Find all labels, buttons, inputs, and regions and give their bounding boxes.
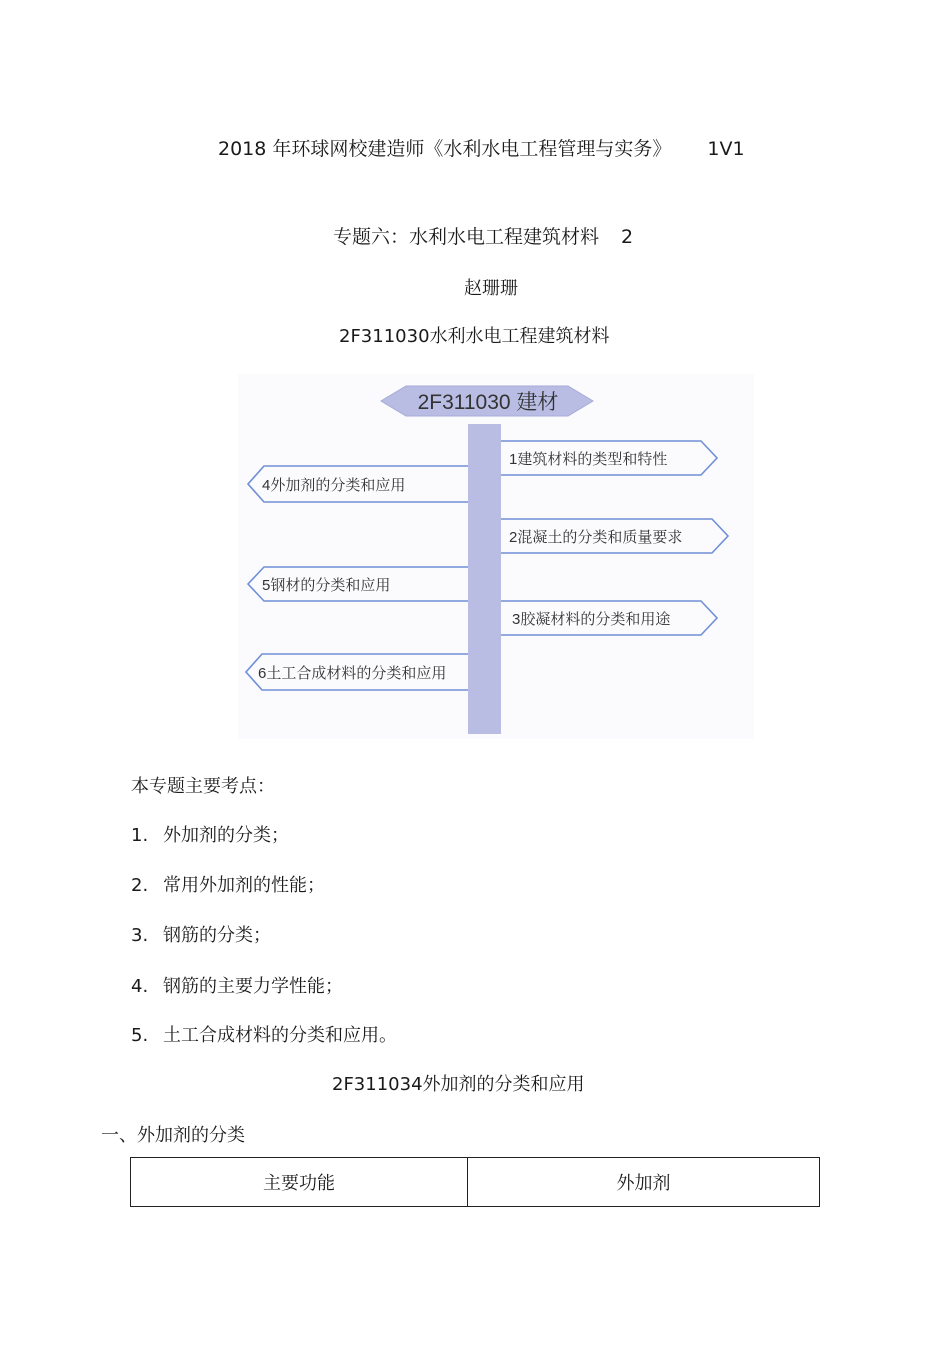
section-2-title: 2F311034外加剂的分类和应用 (332, 1074, 585, 1095)
author-name: 赵珊珊 (464, 278, 518, 299)
left-sign-label: 6土工合成材料的分类和应用 (258, 665, 447, 682)
key-point-text: 钢筋的分类； (163, 925, 271, 946)
document-title (218, 134, 745, 161)
key-point-item (131, 871, 325, 897)
key-point-number: 5. (131, 1025, 149, 1046)
left-sign-label: 4外加剂的分类和应用 (262, 477, 406, 494)
octagon-sign-label: 2F311030 建材 (417, 391, 559, 414)
key-point-item (131, 972, 343, 998)
topic-subtitle (333, 222, 633, 249)
key-point-number: 2. (131, 875, 149, 896)
table-header-cell: 外加剂 (468, 1158, 820, 1207)
signpost-diagram (236, 374, 756, 739)
signpost-pole (468, 424, 501, 734)
right-sign-label: 1建筑材料的类型和特性 (509, 451, 668, 468)
right-sign-label: 2混凝土的分类和质量要求 (509, 529, 683, 546)
key-point-text: 外加剂的分类； (163, 825, 289, 846)
left-sign-label: 5钢材的分类和应用 (262, 577, 391, 594)
table-header-cell: 主要功能 (131, 1158, 468, 1207)
key-point-number: 3. (131, 925, 149, 946)
section-title: 2F311030水利水电工程建筑材料 (339, 326, 610, 347)
document-title-suffix: 1V1 (707, 138, 745, 160)
key-point-text: 常用外加剂的性能； (163, 875, 325, 896)
key-point-item (131, 921, 271, 947)
key-point-text: 钢筋的主要力学性能； (163, 976, 343, 997)
topic-subtitle-suffix: 2 (621, 226, 634, 248)
document-title-text: 2018 年环球网校建造师《水利水电工程管理与实务》 (218, 138, 672, 160)
key-point-number: 1. (131, 825, 149, 846)
topic-subtitle-text: 专题六：水利水电工程建筑材料 (333, 226, 600, 248)
additive-classification-table (130, 1157, 820, 1207)
subsection-heading: 一、外加剂的分类 (101, 1125, 245, 1146)
key-points-intro: 本专题主要考点： (131, 776, 275, 797)
key-point-item (131, 821, 289, 847)
right-sign-label: 3胶凝材料的分类和用途 (512, 611, 671, 628)
key-point-number: 4. (131, 976, 149, 997)
table-header-row (131, 1158, 820, 1207)
key-point-text: 土工合成材料的分类和应用。 (163, 1025, 397, 1046)
key-point-item (131, 1021, 397, 1047)
